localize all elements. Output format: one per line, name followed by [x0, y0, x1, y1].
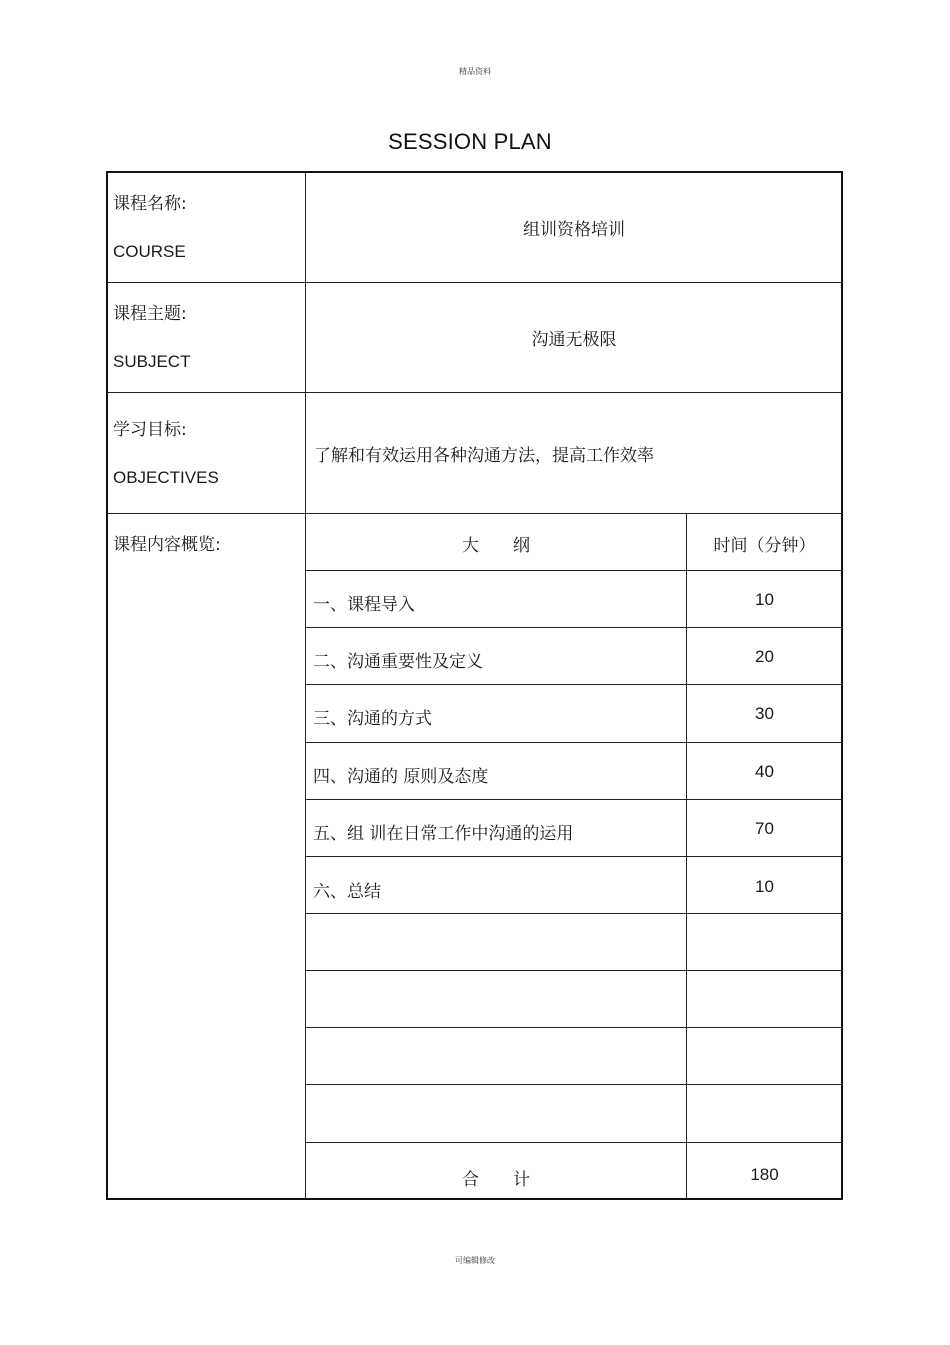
objectives-value: 了解和有效运用各种沟通方法，提高工作效率	[314, 446, 654, 466]
objectives-label-en: OBJECTIVES	[113, 468, 219, 487]
row-divider-objectives	[107, 513, 842, 514]
overview-row-divider	[306, 799, 842, 800]
footer-note: 可编辑修改	[455, 1256, 495, 1265]
overview-row-divider	[306, 1084, 842, 1085]
subject-label-en: SUBJECT	[113, 352, 191, 371]
course-label-en: COURSE	[113, 242, 186, 261]
outline-column-header: 大 纲	[462, 536, 530, 556]
time-value: 40	[755, 762, 774, 781]
subject-value: 沟通无极限	[531, 330, 617, 350]
total-value: 180	[750, 1165, 779, 1184]
overview-row-divider	[306, 1027, 842, 1028]
overview-row-divider	[306, 684, 842, 685]
overview-row-divider	[306, 742, 842, 743]
time-value: 10	[755, 590, 774, 609]
outline-item: 三、沟通的方式	[313, 709, 432, 729]
time-value: 30	[755, 704, 774, 723]
overview-row-divider	[306, 570, 842, 571]
course-value: 组训资格培训	[523, 220, 625, 240]
outline-item: 二、沟通重要性及定义	[313, 652, 483, 672]
outline-item: 六、总结	[313, 882, 381, 902]
row-divider-subject	[107, 392, 842, 393]
time-value: 20	[755, 647, 774, 666]
overview-row-divider	[306, 627, 842, 628]
subject-label-cn: 课程主题:	[113, 304, 187, 324]
total-label: 合 计	[462, 1170, 530, 1190]
overview-row-divider	[306, 913, 842, 914]
page-title: SESSION PLAN	[388, 129, 552, 154]
outline-item: 一、课程导入	[313, 595, 415, 615]
time-value: 10	[755, 877, 774, 896]
outline-item: 四、沟通的 原则及态度	[313, 767, 489, 787]
course-label-cn: 课程名称:	[113, 194, 187, 214]
time-value: 70	[755, 819, 774, 838]
row-divider-course	[107, 282, 842, 283]
time-column-header: 时间（分钟）	[713, 536, 816, 556]
overview-label: 课程内容概览:	[113, 535, 221, 555]
overview-row-divider	[306, 1142, 842, 1143]
overview-row-divider	[306, 970, 842, 971]
overview-row-divider	[306, 856, 842, 857]
outline-item: 五、组 训在日常工作中沟通的运用	[313, 824, 574, 844]
objectives-label-cn: 学习目标:	[113, 420, 187, 440]
header-note: 精品资料	[459, 67, 491, 76]
